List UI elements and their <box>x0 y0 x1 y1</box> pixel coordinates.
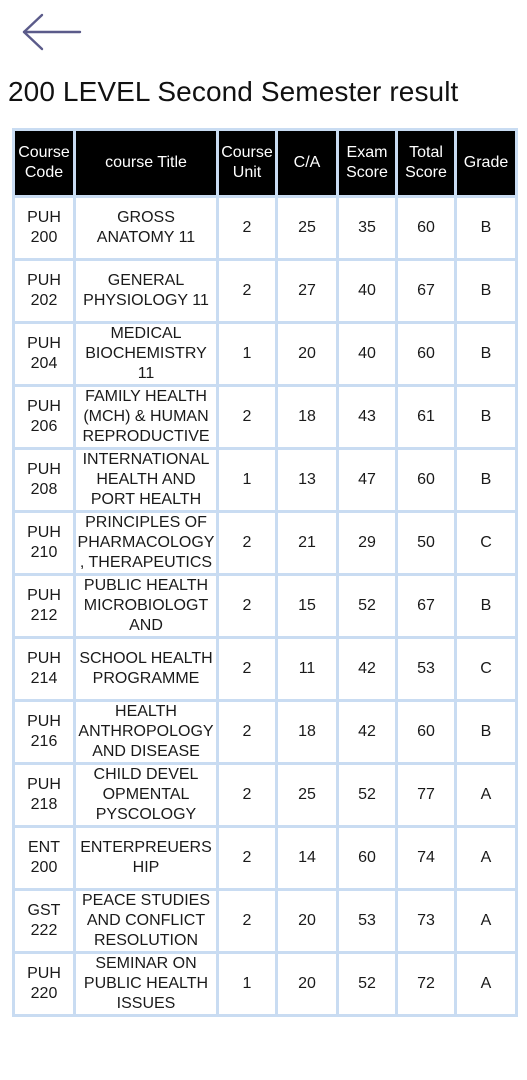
exam-score-cell: 52 <box>338 953 397 1016</box>
ca-cell: 25 <box>277 197 338 260</box>
exam-score-cell: 29 <box>338 512 397 575</box>
grade-cell: B <box>456 449 517 512</box>
course-title-cell: INTERNATIONAL HEALTH AND PORT HEALTH <box>75 449 218 512</box>
course-title-cell: PRINCIPLES OF PHARMACOLOGY , THERAPEUTICS <box>75 512 218 575</box>
course-title-cell: SCHOOL HEALTH PROGRAMME <box>75 638 218 701</box>
table-row <box>14 323 517 386</box>
table-row <box>14 575 517 638</box>
course-unit-cell: 1 <box>218 323 277 386</box>
header-ca: C/A <box>277 130 338 197</box>
results-table <box>12 128 518 1017</box>
exam-score-cell: 53 <box>338 890 397 953</box>
table-row <box>14 512 517 575</box>
ca-cell: 15 <box>277 575 338 638</box>
grade-cell: B <box>456 575 517 638</box>
course-title-cell: GENERAL PHYSIOLOGY 11 <box>75 260 218 323</box>
ca-cell: 11 <box>277 638 338 701</box>
exam-score-cell: 40 <box>338 260 397 323</box>
grade-cell: C <box>456 512 517 575</box>
course-unit-cell: 2 <box>218 386 277 449</box>
course-title-cell: HEALTH ANTHROPOLOGY AND DISEASE <box>75 701 218 764</box>
course-code-cell: PUH 208 <box>14 449 75 512</box>
course-unit-cell: 2 <box>218 890 277 953</box>
table-row <box>14 260 517 323</box>
course-unit-cell: 2 <box>218 764 277 827</box>
grade-cell: B <box>456 701 517 764</box>
course-code-cell: PUH 216 <box>14 701 75 764</box>
ca-cell: 21 <box>277 512 338 575</box>
table-row <box>14 890 517 953</box>
course-code-cell: PUH 210 <box>14 512 75 575</box>
table-row <box>14 953 517 1016</box>
grade-cell: B <box>456 386 517 449</box>
header-course-unit: Course Unit <box>218 130 277 197</box>
table-row <box>14 638 517 701</box>
table-body <box>14 197 517 1016</box>
course-title-cell: CHILD DEVEL OPMENTAL PYSCOLOGY <box>75 764 218 827</box>
header-row <box>14 130 517 197</box>
ca-cell: 14 <box>277 827 338 890</box>
course-code-cell: PUH 202 <box>14 260 75 323</box>
total-score-cell: 73 <box>397 890 456 953</box>
table-row <box>14 449 517 512</box>
course-unit-cell: 2 <box>218 701 277 764</box>
grade-cell: B <box>456 260 517 323</box>
total-score-cell: 50 <box>397 512 456 575</box>
grade-cell: A <box>456 890 517 953</box>
course-code-cell: ENT 200 <box>14 827 75 890</box>
course-title-cell: SEMINAR ON PUBLIC HEALTH ISSUES <box>75 953 218 1016</box>
ca-cell: 25 <box>277 764 338 827</box>
table-row <box>14 764 517 827</box>
grade-cell: B <box>456 323 517 386</box>
total-score-cell: 60 <box>397 197 456 260</box>
ca-cell: 18 <box>277 701 338 764</box>
course-code-cell: GST 222 <box>14 890 75 953</box>
total-score-cell: 60 <box>397 323 456 386</box>
total-score-cell: 60 <box>397 449 456 512</box>
exam-score-cell: 40 <box>338 323 397 386</box>
ca-cell: 18 <box>277 386 338 449</box>
ca-cell: 20 <box>277 953 338 1016</box>
exam-score-cell: 35 <box>338 197 397 260</box>
exam-score-cell: 42 <box>338 638 397 701</box>
course-code-cell: PUH 206 <box>14 386 75 449</box>
exam-score-cell: 42 <box>338 701 397 764</box>
exam-score-cell: 52 <box>338 764 397 827</box>
grade-cell: C <box>456 638 517 701</box>
course-code-cell: PUH 218 <box>14 764 75 827</box>
course-code-cell: PUH 200 <box>14 197 75 260</box>
total-score-cell: 74 <box>397 827 456 890</box>
grade-cell: B <box>456 197 517 260</box>
header-total-score: Total Score <box>397 130 456 197</box>
back-button[interactable] <box>18 8 84 56</box>
exam-score-cell: 52 <box>338 575 397 638</box>
total-score-cell: 67 <box>397 260 456 323</box>
course-code-cell: PUH 220 <box>14 953 75 1016</box>
grade-cell: A <box>456 764 517 827</box>
course-code-cell: PUH 212 <box>14 575 75 638</box>
course-unit-cell: 1 <box>218 449 277 512</box>
page-title: 200 LEVEL Second Semester result <box>8 76 459 107</box>
total-score-cell: 77 <box>397 764 456 827</box>
exam-score-cell: 43 <box>338 386 397 449</box>
table-header <box>14 130 517 197</box>
course-code-cell: PUH 204 <box>14 323 75 386</box>
course-unit-cell: 2 <box>218 197 277 260</box>
arrow-left-icon <box>20 12 82 52</box>
course-code-cell: PUH 214 <box>14 638 75 701</box>
table-row <box>14 827 517 890</box>
course-unit-cell: 2 <box>218 512 277 575</box>
header-course-code: Course Code <box>14 130 75 197</box>
total-score-cell: 60 <box>397 701 456 764</box>
header-course-title: course Title <box>75 130 218 197</box>
total-score-cell: 61 <box>397 386 456 449</box>
course-unit-cell: 2 <box>218 827 277 890</box>
course-title-cell: ENTERPREUERS HIP <box>75 827 218 890</box>
ca-cell: 20 <box>277 890 338 953</box>
table-row <box>14 701 517 764</box>
course-unit-cell: 2 <box>218 575 277 638</box>
course-title-cell: GROSS ANATOMY 11 <box>75 197 218 260</box>
course-title-cell: FAMILY HEALTH (MCH) & HUMAN REPRODUCTIVE <box>75 386 218 449</box>
total-score-cell: 72 <box>397 953 456 1016</box>
course-title-cell: PEACE STUDIES AND CONFLICT RESOLUTION <box>75 890 218 953</box>
ca-cell: 20 <box>277 323 338 386</box>
course-unit-cell: 2 <box>218 260 277 323</box>
course-title-cell: PUBLIC HEALTH MICROBIOLOGT AND <box>75 575 218 638</box>
course-unit-cell: 2 <box>218 638 277 701</box>
table-row <box>14 197 517 260</box>
header-grade: Grade <box>456 130 517 197</box>
table-row <box>14 386 517 449</box>
grade-cell: A <box>456 827 517 890</box>
exam-score-cell: 60 <box>338 827 397 890</box>
ca-cell: 27 <box>277 260 338 323</box>
exam-score-cell: 47 <box>338 449 397 512</box>
total-score-cell: 67 <box>397 575 456 638</box>
course-title-cell: MEDICAL BIOCHEMISTRY 11 <box>75 323 218 386</box>
ca-cell: 13 <box>277 449 338 512</box>
total-score-cell: 53 <box>397 638 456 701</box>
grade-cell: A <box>456 953 517 1016</box>
header-exam-score: Exam Score <box>338 130 397 197</box>
course-unit-cell: 1 <box>218 953 277 1016</box>
